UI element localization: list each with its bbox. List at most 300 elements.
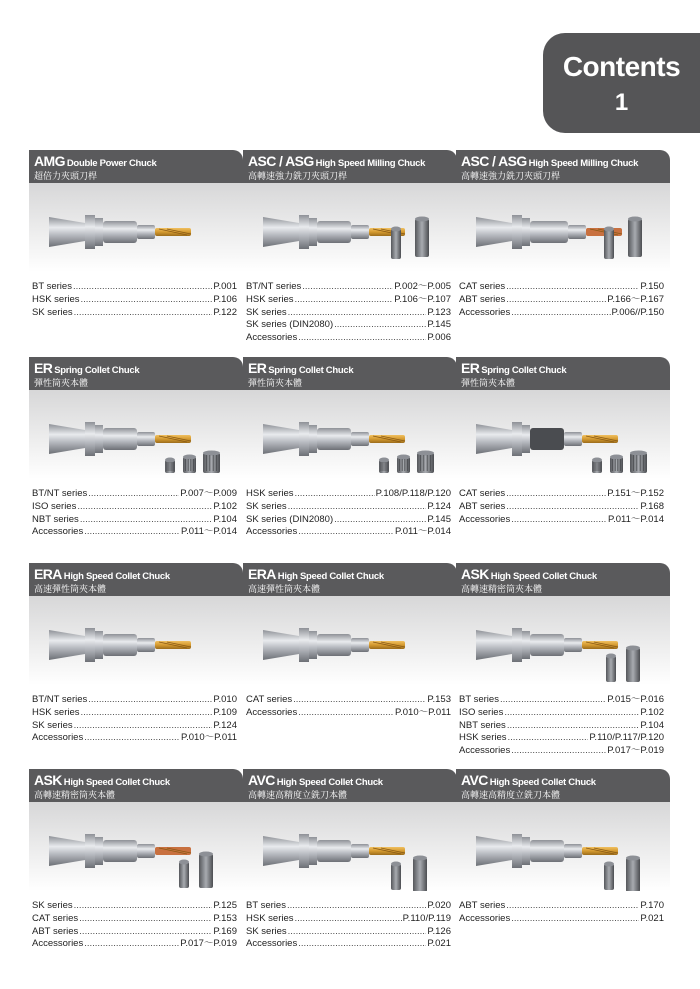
series-label: SK series [32,900,73,911]
leader-dots [88,694,212,707]
leader-dots [506,900,639,913]
product-card [29,150,243,319]
series-row[interactable] [459,732,664,745]
leader-dots [506,488,606,501]
series-label: ABT series [459,500,506,512]
page-ref: P.170 [640,900,664,911]
card-header [29,357,243,390]
leader-dots [504,707,639,720]
tool-holder [476,422,582,456]
product-subtitle: 高轉速強力銑刀夾頭刀桿 [248,171,348,181]
series-row[interactable] [246,707,451,720]
product-code: AMG [34,153,65,169]
leader-dots [511,514,607,527]
collet [604,862,614,891]
page-ref: P.124 [213,719,237,731]
page-ref: P.011～P.014 [395,526,451,538]
product-subtitle: 彈性筒夾本體 [34,378,89,388]
series-row[interactable] [459,281,664,294]
leader-dots [506,294,606,307]
series-label: Accessories [459,912,511,924]
precision-collet-chuck-image [456,596,670,685]
leader-dots [298,938,426,951]
leader-dots [79,913,212,926]
series-label: Accessories [32,732,84,744]
card-header [456,357,670,390]
series-row[interactable] [246,926,451,939]
series-row[interactable] [32,307,237,320]
card-header [243,769,457,802]
cutting-tool [155,228,191,236]
page-ref: P.124 [427,500,451,512]
product-name: Spring Collet Chuck [268,365,354,376]
page-ref: P.104 [213,513,237,525]
product-subtitle: 高轉速高精度立銑刀本體 [461,790,561,800]
leader-dots [84,732,180,745]
tool-holder [49,422,155,456]
product-card [243,357,457,539]
series-row[interactable] [246,526,451,539]
series-label: Accessories [459,745,511,757]
page-ref: P.106 [213,293,237,305]
page-ref: P.011～P.014 [608,513,664,525]
product-code: ASC / ASG [461,153,527,169]
series-row[interactable] [32,926,237,939]
leader-dots [298,707,394,720]
cutting-tool [582,641,618,649]
product-card [29,563,243,745]
contents-title: Contents [562,51,681,82]
leader-dots [81,294,213,307]
series-label: SK series [246,925,287,937]
leader-dots [77,501,212,514]
series-label: BT/NT series [32,694,88,705]
leader-dots [506,281,639,294]
series-list [243,479,457,539]
leader-dots [288,926,427,939]
series-list [29,272,243,319]
series-label: ABT series [459,293,506,305]
collet [610,455,623,474]
leader-dots [79,926,212,939]
series-row[interactable] [246,501,451,514]
series-label: CAT series [32,912,79,924]
product-subtitle: 高轉速精密筒夾本體 [461,584,543,594]
leader-dots [511,307,610,320]
collet [413,856,427,892]
collet [379,458,389,474]
product-name: High Speed Collet Chuck [277,571,384,582]
page-ref: P.011～P.014 [181,526,237,538]
page-ref: P.150 [640,281,664,292]
series-label: Accessories [459,306,511,318]
series-row[interactable] [459,294,664,307]
series-label: HSK series [32,706,80,718]
product-card [243,150,457,345]
collet [626,856,640,892]
product-code: ER [248,360,267,376]
leader-dots [500,694,606,707]
series-row[interactable] [459,900,664,913]
series-label: Accessories [246,332,298,344]
tool-holder [263,422,369,456]
series-row[interactable] [459,694,664,707]
series-row[interactable] [459,307,664,320]
page-ref: P.122 [213,306,237,318]
product-name: High Speed Collet Chuck [489,777,596,788]
page-ref: P.145 [427,513,451,525]
page-ref: P.002～P.005 [394,281,451,292]
tool-holder [49,834,155,868]
tool-holder [476,215,586,249]
series-label: BT/NT series [246,281,302,292]
collet [628,217,642,258]
card-header [456,150,670,183]
collet [592,458,602,474]
product-subtitle: 彈性筒夾本體 [461,378,516,388]
cutting-tool [582,847,618,855]
tool-holder [476,628,582,662]
product-name: High Speed Collet Chuck [63,571,170,582]
contents-number: 1 [614,89,629,116]
leader-dots [80,514,213,527]
product-code: ER [461,360,480,376]
series-row[interactable] [246,900,451,913]
leader-dots [298,526,394,539]
collet [165,458,175,474]
series-list [29,891,243,951]
product-card [29,769,243,951]
leader-dots [295,294,394,307]
page-ref: P.125 [213,900,237,911]
tool-holder [263,834,369,868]
cutting-tool [582,435,618,443]
series-label: Accessories [32,938,84,950]
series-label: CAT series [459,281,506,292]
product-subtitle: 高轉速高精度立銑刀本體 [248,790,348,800]
product-card [456,357,670,526]
page-ref: P.110/P.117/P.120 [589,732,664,744]
series-row[interactable] [32,913,237,926]
series-row[interactable] [32,281,237,294]
product-name: High Speed Collet Chuck [276,777,383,788]
series-label: BT series [246,900,286,911]
card-header [243,563,457,596]
spring-collet-chuck-image [456,390,670,479]
series-label: CAT series [246,694,293,705]
series-label: HSK series [459,732,507,744]
page-ref: P.017～P.019 [180,938,237,950]
product-code: ERA [248,566,276,582]
double-power-chuck-image [29,183,243,272]
leader-dots [81,707,213,720]
series-row[interactable] [246,913,451,926]
leader-dots [506,501,639,514]
product-code: ER [34,360,53,376]
series-row[interactable] [246,307,451,320]
series-row[interactable] [32,694,237,707]
series-label: SK series [32,719,73,731]
product-name: High Speed Collet Chuck [490,571,597,582]
page-ref: P.166～P.167 [607,293,664,305]
collet [203,451,220,474]
series-row[interactable] [459,501,664,514]
page-ref: P.015～P.016 [607,694,664,705]
page-ref: P.108/P.118/P.120 [375,488,451,499]
series-list [456,685,670,758]
series-row[interactable] [246,332,451,345]
product-code: AVC [461,772,488,788]
collet [391,862,401,891]
cutting-tool [155,435,191,443]
series-label: SK series (DIN2080) [246,513,334,525]
product-card [456,150,670,319]
page-ref: P.168 [640,500,664,512]
series-label: ABT series [459,900,506,911]
leader-dots [74,900,213,913]
page-ref: P.104 [640,719,664,731]
product-subtitle: 高速彈性筒夾本體 [248,584,321,594]
tool-holder [263,628,369,662]
product-subtitle: 彈性筒夾本體 [248,378,303,388]
product-subtitle: 高速彈性筒夾本體 [34,584,107,594]
series-label: ISO series [459,706,504,718]
page-ref: P.017～P.019 [607,745,664,757]
leader-dots [88,488,179,501]
card-header [243,357,457,390]
series-label: ABT series [32,925,79,937]
tool-holder [263,215,369,249]
page-ref: P.110/P.119 [402,912,451,924]
milling-chuck-image [456,183,670,272]
series-list [456,479,670,526]
page-ref: P.010～P.011 [181,732,237,744]
series-label: NBT series [459,719,506,731]
leader-dots [74,307,213,320]
tool-holder [49,215,155,249]
series-row[interactable] [246,514,451,527]
page-ref: P.006 [427,332,451,344]
series-label: HSK series [246,293,294,305]
series-label: ISO series [32,500,77,512]
page-ref: P.151～P.152 [607,488,664,499]
collet [626,646,640,683]
product-code: ERA [34,566,62,582]
page-ref: P.126 [427,925,451,937]
series-row[interactable] [32,294,237,307]
page-ref: P.001 [213,281,237,292]
collet [397,455,410,474]
spring-collet-chuck-image [29,390,243,479]
series-label: Accessories [459,513,511,525]
series-list [29,685,243,745]
collet [183,455,196,474]
series-list [456,891,670,926]
series-row[interactable] [459,745,664,758]
series-label: SK series [32,306,73,318]
precision-collet-chuck-image [29,802,243,891]
series-list [243,272,457,345]
leader-dots [288,307,427,320]
page-ref: P.021 [640,912,664,924]
series-list [243,685,457,720]
collet [630,451,647,474]
page-ref: P.010 [213,694,237,705]
leader-dots [295,913,402,926]
end-mill-chuck-image [456,802,670,891]
series-list [243,891,457,951]
product-name: Spring Collet Chuck [54,365,140,376]
series-row[interactable] [246,319,451,332]
card-header [29,150,243,183]
page-ref: P.153 [427,694,451,705]
leader-dots [295,488,375,501]
series-row[interactable] [246,281,451,294]
card-header [456,769,670,802]
series-list [29,479,243,539]
cutting-tool [369,641,405,649]
product-card [29,357,243,539]
page-ref: P.145 [427,319,451,331]
product-name: Double Power Chuck [66,158,157,169]
product-card [456,563,670,758]
leader-dots [293,694,426,707]
series-label: HSK series [246,488,294,499]
collet [415,217,429,258]
series-label: Accessories [246,938,298,950]
card-header [29,563,243,596]
cutting-tool [155,641,191,649]
series-label: HSK series [32,293,80,305]
contents-tab [543,33,700,133]
series-label: CAT series [459,488,506,499]
page-ref: P.153 [213,912,237,924]
collet [391,227,401,260]
page-ref: P.020 [427,900,451,911]
series-label: NBT series [32,513,79,525]
collet [417,451,434,474]
product-name: High Speed Milling Chuck [315,158,426,169]
leader-dots [288,501,427,514]
series-label: BT/NT series [32,488,88,499]
product-code: ASK [461,566,489,582]
page-ref: P.021 [427,938,451,950]
series-row[interactable] [32,720,237,733]
collet [179,860,189,889]
product-subtitle: 超倍力夾頭刀桿 [34,171,98,181]
card-header [456,563,670,596]
collet-chuck-image [243,596,457,685]
series-row[interactable] [246,488,451,501]
milling-chuck-image [243,183,457,272]
tool-holder [49,628,155,662]
leader-dots [73,281,212,294]
page-ref: P.106～P.107 [394,293,451,305]
spring-collet-chuck-image [243,390,457,479]
collet [199,852,213,889]
series-row[interactable] [459,707,664,720]
series-row[interactable] [32,501,237,514]
page-ref: P.102 [640,706,664,718]
leader-dots [511,745,606,758]
page-ref: P.006//P.150 [611,306,664,318]
product-code: AVC [248,772,275,788]
series-row[interactable] [459,720,664,733]
series-row[interactable] [32,707,237,720]
series-label: SK series (DIN2080) [246,319,334,331]
card-header [29,769,243,802]
series-label: SK series [246,500,287,512]
leader-dots [84,938,179,951]
leader-dots [298,332,426,345]
leader-dots [511,913,639,926]
series-row[interactable] [459,913,664,926]
end-mill-chuck-image [243,802,457,891]
leader-dots [507,720,640,733]
leader-dots [84,526,180,539]
series-row[interactable] [32,488,237,501]
product-name: High Speed Milling Chuck [528,158,639,169]
series-row[interactable] [459,488,664,501]
leader-dots [334,319,426,332]
series-row[interactable] [246,694,451,707]
product-subtitle: 高轉速強力銑刀夾頭刀桿 [461,171,561,181]
series-label: SK series [246,306,287,318]
leader-dots [302,281,393,294]
series-row[interactable] [32,732,237,745]
card-header [243,150,457,183]
leader-dots [287,900,426,913]
series-row[interactable] [246,294,451,307]
product-card [456,769,670,926]
cutting-tool [155,847,191,855]
page-ref: P.123 [427,306,451,318]
series-row[interactable] [32,514,237,527]
series-row[interactable] [32,938,237,951]
series-label: Accessories [32,526,84,538]
product-card [243,563,457,720]
tool-holder [476,834,582,868]
collet [604,227,614,260]
leader-dots [74,720,213,733]
page-ref: P.010～P.011 [395,706,451,718]
leader-dots [334,514,426,527]
collet [606,654,616,683]
series-label: Accessories [246,706,298,718]
page-ref: P.109 [213,706,237,718]
series-row[interactable] [32,900,237,913]
series-label: BT series [459,694,499,705]
product-code: ASK [34,772,62,788]
series-label: Accessories [246,526,298,538]
product-name: High Speed Collet Chuck [63,777,170,788]
page-ref: P.102 [213,500,237,512]
series-row[interactable] [459,514,664,527]
page-ref: P.169 [213,925,237,937]
leader-dots [508,732,589,745]
series-row[interactable] [246,938,451,951]
series-label: BT series [32,281,72,292]
series-row[interactable] [32,526,237,539]
cutting-tool [369,435,405,443]
cutting-tool [369,847,405,855]
series-list [456,272,670,319]
product-subtitle: 高轉速精密筒夾本體 [34,790,116,800]
page-ref: P.007～P.009 [180,488,237,499]
product-name: Spring Collet Chuck [481,365,567,376]
collet-chuck-image [29,596,243,685]
product-card [243,769,457,951]
